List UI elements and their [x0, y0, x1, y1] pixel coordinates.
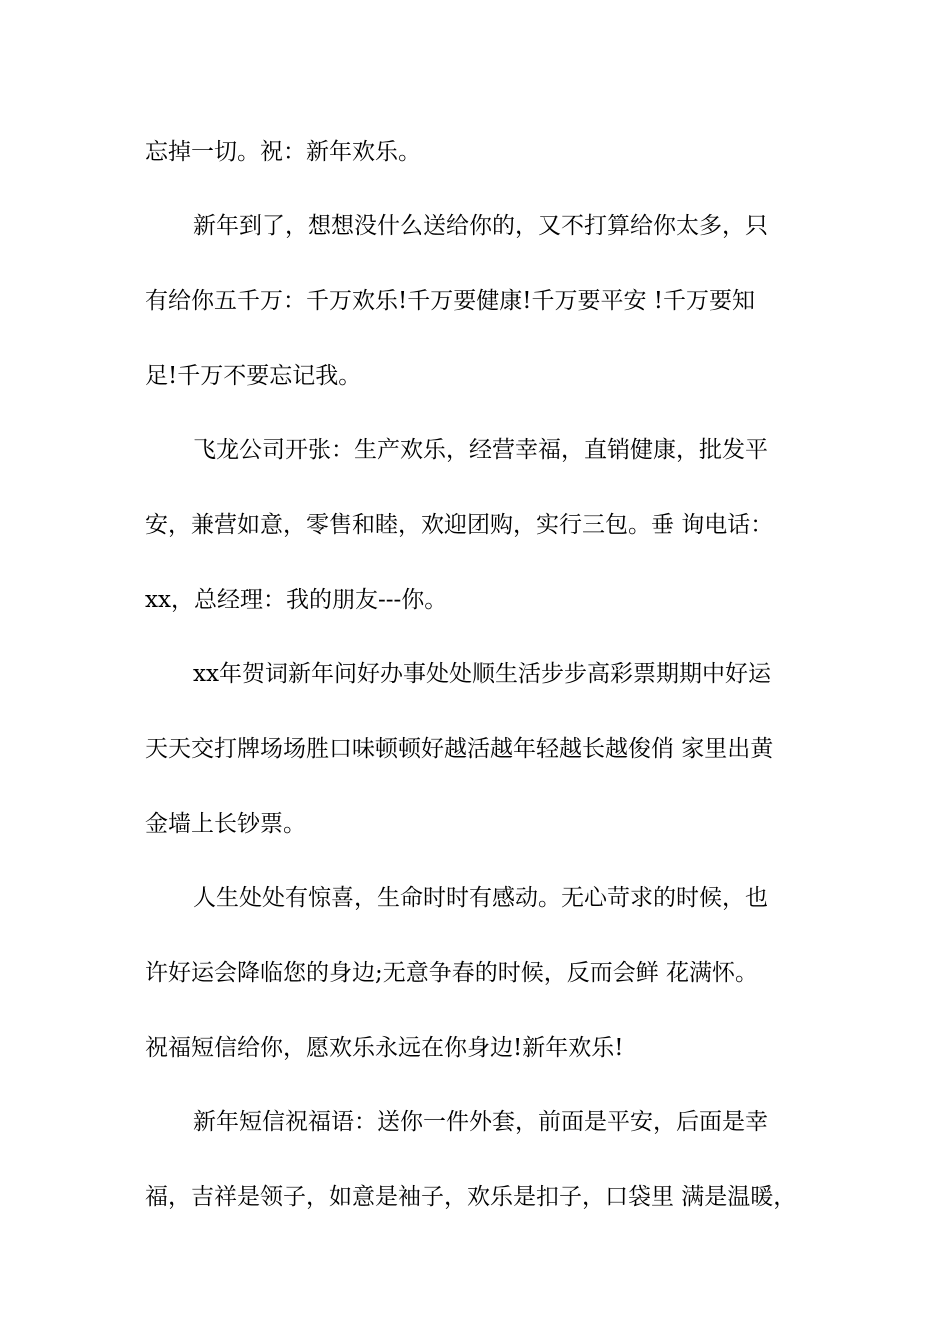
- text-line: 福，吉祥是领子，如意是袖子，欢乐是扣子，口袋里 满是温暖，: [145, 1184, 797, 1210]
- text-line: 金墙上长钞票。: [145, 811, 306, 837]
- paragraph-first-line: xx年贺词新年问好办事处处顺生活步步高彩票期期中好运: [193, 661, 771, 687]
- paragraph-first-line: 飞龙公司开张：生产欢乐，经营幸福，直销健康，批发平: [193, 437, 768, 463]
- text-line: 有给你五千万：千万欢乐!千万要健康!千万要平安 !千万要知: [145, 288, 756, 314]
- text-line: 安，兼营如意，零售和睦，欢迎团购，实行三包。垂 询电话：: [145, 512, 774, 538]
- text-line: 足!千万不要忘记我。: [145, 363, 362, 389]
- paragraph-first-line: 新年短信祝福语：送你一件外套，前面是平安，后面是幸: [193, 1109, 768, 1135]
- paragraph-first-line: 新年到了，想想没什么送给你的，又不打算给你太多，只: [193, 213, 768, 239]
- text-line: 许好运会降临您的身边;无意争春的时候，反而会鲜 花满怀。: [145, 960, 759, 986]
- text-line: 天天交打牌场场胜口味顿顿好越活越年轻越长越俊俏 家里出黄: [145, 736, 774, 762]
- text-line: 祝福短信给你，愿欢乐永远在你身边!新年欢乐!: [145, 1035, 624, 1061]
- text-line: 忘掉一切。祝：新年欢乐。: [145, 139, 421, 165]
- text-line: xx，总经理：我的朋友---你。: [145, 587, 448, 613]
- paragraph-first-line: 人生处处有惊喜，生命时时有感动。无心苛求的时候，也: [193, 885, 768, 911]
